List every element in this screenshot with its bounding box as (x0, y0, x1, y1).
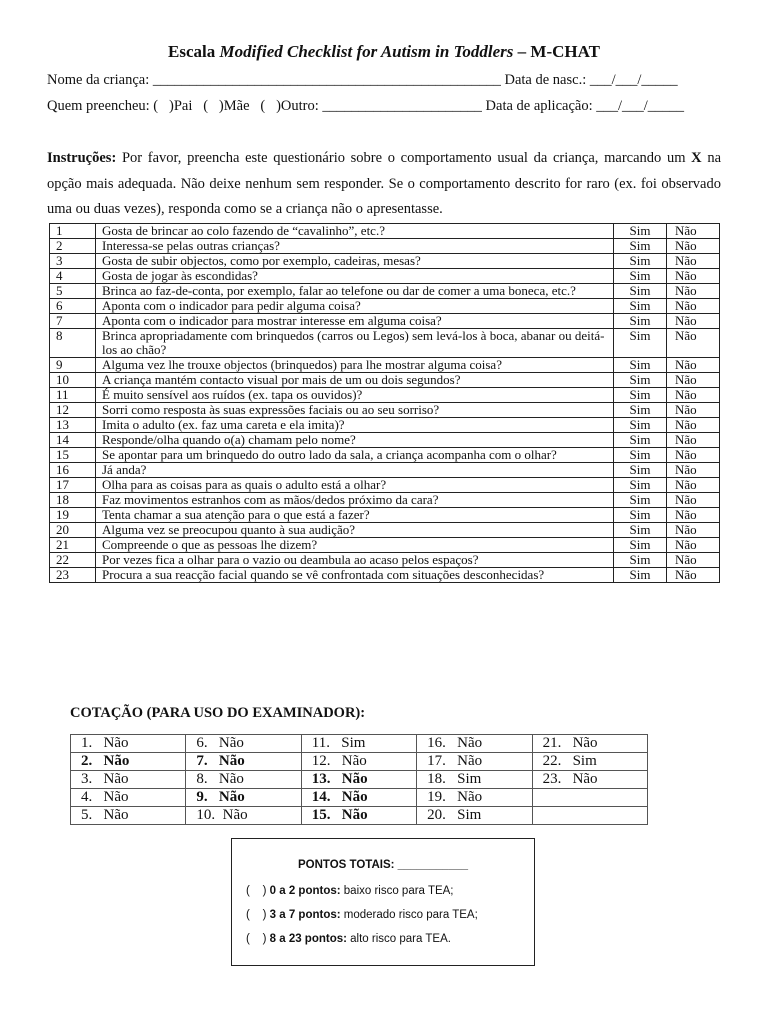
scoring-cell: 14. Não (301, 789, 416, 807)
answer-no[interactable]: Não (667, 373, 720, 388)
filler-info-line (47, 98, 727, 115)
question-row (50, 538, 720, 553)
question-number: 21 (50, 538, 96, 553)
answer-yes[interactable]: Sim (614, 493, 667, 508)
answer-no[interactable]: Não (667, 553, 720, 568)
title-italic: Modified Checklist for Autism in Toddlers (219, 42, 514, 61)
question-text: Responde/olha quando o(a) chamam pelo nome? (96, 433, 614, 448)
risk-option-moderate[interactable] (246, 909, 478, 921)
question-text: Brinca ao faz-de-conta, por exemplo, falar ao telefone ou dar de comer a uma boneca, etc.? (96, 284, 614, 299)
question-number: 11 (50, 388, 96, 403)
instructions-text: Por favor, preencha este questionário sobre o comportamento usual da criança, marcando um (116, 150, 692, 166)
answer-no[interactable]: Não (667, 523, 720, 538)
answer-no[interactable]: Não (667, 463, 720, 478)
answer-no[interactable]: Não (667, 314, 720, 329)
answer-no[interactable]: Não (667, 284, 720, 299)
scoring-cell: 2. Não (71, 753, 186, 771)
total-points-label: PONTOS TOTAIS: ___________ (297, 859, 469, 871)
scoring-row (71, 789, 648, 807)
question-number: 8 (50, 329, 96, 358)
scoring-cell (532, 789, 647, 807)
scoring-cell: 4. Não (71, 789, 186, 807)
question-text: Interessa-se pelas outras crianças? (96, 239, 614, 254)
scoring-cell: 11. Sim (301, 735, 416, 753)
question-text: Já anda? (96, 463, 614, 478)
scoring-cell: 5. Não (71, 807, 186, 825)
question-number: 22 (50, 553, 96, 568)
answer-yes[interactable]: Sim (614, 463, 667, 478)
scoring-cell: 7. Não (186, 753, 301, 771)
page-title (0, 42, 768, 62)
answer-yes[interactable]: Sim (614, 553, 667, 568)
scoring-cell: 9. Não (186, 789, 301, 807)
risk-option-high[interactable] (246, 933, 451, 945)
question-row (50, 478, 720, 493)
total-points-box (231, 838, 535, 966)
scoring-cell: 6. Não (186, 735, 301, 753)
question-row (50, 433, 720, 448)
answer-yes[interactable]: Sim (614, 433, 667, 448)
question-number: 18 (50, 493, 96, 508)
question-row (50, 523, 720, 538)
question-text: É muito sensível aos ruídos (ex. tapa os ouvidos)? (96, 388, 614, 403)
answer-yes[interactable]: Sim (614, 448, 667, 463)
question-row (50, 314, 720, 329)
risk-option-low[interactable] (246, 885, 454, 897)
question-text: Por vezes fica a olhar para o vazio ou deambula ao acaso pelos espaços? (96, 553, 614, 568)
answer-no[interactable]: Não (667, 493, 720, 508)
answer-yes[interactable]: Sim (614, 373, 667, 388)
answer-yes[interactable]: Sim (614, 538, 667, 553)
answer-no[interactable]: Não (667, 508, 720, 523)
answer-yes[interactable]: Sim (614, 284, 667, 299)
answer-yes[interactable]: Sim (614, 523, 667, 538)
question-number: 13 (50, 418, 96, 433)
question-text: Olha para as coisas para as quais o adulto está a olhar? (96, 478, 614, 493)
scoring-title: COTAÇÃO (PARA USO DO EXAMINADOR): (70, 705, 366, 721)
question-row (50, 254, 720, 269)
scoring-cell: 15. Não (301, 807, 416, 825)
answer-no[interactable]: Não (667, 433, 720, 448)
answer-no[interactable]: Não (667, 388, 720, 403)
answer-yes[interactable]: Sim (614, 358, 667, 373)
question-row (50, 553, 720, 568)
filled-by-field[interactable]: Quem preencheu: ( )Pai ( )Mãe ( )Outro: ______________________ Data de aplicação: ___/___/_____ (47, 98, 685, 114)
question-row (50, 448, 720, 463)
question-row (50, 388, 720, 403)
answer-yes[interactable]: Sim (614, 314, 667, 329)
answer-no[interactable]: Não (667, 403, 720, 418)
answer-no[interactable]: Não (667, 239, 720, 254)
question-row (50, 239, 720, 254)
risk-desc: alto risco para TEA. (346, 933, 451, 945)
answer-no[interactable]: Não (667, 299, 720, 314)
child-name-field[interactable]: Nome da criança: ________________________________________________ Data de nasc.: ___/___/_____ (47, 72, 678, 88)
question-text: Tenta chamar a sua atenção para o que está a fazer? (96, 508, 614, 523)
answer-yes[interactable]: Sim (614, 239, 667, 254)
answer-yes[interactable]: Sim (614, 418, 667, 433)
question-row (50, 508, 720, 523)
risk-desc: baixo risco para TEA; (340, 885, 454, 897)
checkbox-paren: ( ) (246, 933, 270, 945)
answer-no[interactable]: Não (667, 568, 720, 583)
scoring-cell: 8. Não (186, 771, 301, 789)
question-row (50, 299, 720, 314)
answer-yes[interactable]: Sim (614, 224, 667, 239)
instructions (47, 146, 721, 223)
answer-no[interactable]: Não (667, 448, 720, 463)
question-row (50, 493, 720, 508)
answer-yes[interactable]: Sim (614, 568, 667, 583)
scoring-cell (532, 807, 647, 825)
question-text: Gosta de jogar às escondidas? (96, 269, 614, 284)
question-number: 1 (50, 224, 96, 239)
question-number: 17 (50, 478, 96, 493)
question-number: 5 (50, 284, 96, 299)
answer-yes[interactable]: Sim (614, 403, 667, 418)
question-text: Brinca apropriadamente com brinquedos (carros ou Legos) sem levá-los à boca, abanar ou deitá-los ao chão? (96, 329, 614, 358)
scoring-cell: 13. Não (301, 771, 416, 789)
answer-no[interactable]: Não (667, 358, 720, 373)
answer-no[interactable]: Não (667, 224, 720, 239)
scoring-row (71, 753, 648, 771)
child-info-line (47, 72, 727, 89)
instructions-text-end: na opção mais adequada. Não deixe nenhum sem responder. Se o comportamento descrito for raro (ex. foi observado uma ou duas vezes), responda como se a criança não o apresentasse. (47, 150, 721, 217)
answer-no[interactable]: Não (667, 478, 720, 493)
checkbox-paren: ( ) (246, 885, 270, 897)
range-label: 8 a 23 pontos: (269, 933, 347, 945)
answer-yes[interactable]: Sim (614, 508, 667, 523)
question-text: Faz movimentos estranhos com as mãos/dedos próximo da cara? (96, 493, 614, 508)
scoring-row (71, 735, 648, 753)
question-number: 12 (50, 403, 96, 418)
question-row (50, 403, 720, 418)
instructions-mark: X (691, 150, 702, 166)
scoring-cell: 16. Não (417, 735, 532, 753)
question-number: 14 (50, 433, 96, 448)
title-suffix: – M-CHAT (513, 42, 600, 61)
title-prefix: Escala (168, 42, 220, 61)
scoring-cell: 1. Não (71, 735, 186, 753)
instructions-label: Instruções: (47, 150, 117, 166)
question-row (50, 463, 720, 478)
answer-yes[interactable]: Sim (614, 269, 667, 284)
question-number: 6 (50, 299, 96, 314)
scoring-cell: 12. Não (301, 753, 416, 771)
answer-no[interactable]: Não (667, 269, 720, 284)
question-number: 16 (50, 463, 96, 478)
answer-no[interactable]: Não (667, 418, 720, 433)
answer-yes[interactable]: Sim (614, 299, 667, 314)
question-number: 3 (50, 254, 96, 269)
answer-no[interactable]: Não (667, 329, 720, 358)
scoring-row (71, 771, 648, 789)
question-text: Compreende o que as pessoas lhe dizem? (96, 538, 614, 553)
question-row (50, 373, 720, 388)
question-text: Imita o adulto (ex. faz uma careta e ela imita)? (96, 418, 614, 433)
answer-yes[interactable]: Sim (614, 254, 667, 269)
question-number: 10 (50, 373, 96, 388)
question-text: Procura a sua reacção facial quando se vê confrontada com situações desconhecidas? (96, 568, 614, 583)
risk-desc: moderado risco para TEA; (340, 909, 478, 921)
question-number: 4 (50, 269, 96, 284)
question-row (50, 418, 720, 433)
question-text: Aponta com o indicador para pedir alguma coisa? (96, 299, 614, 314)
question-text: Aponta com o indicador para mostrar interesse em alguma coisa? (96, 314, 614, 329)
answer-yes[interactable]: Sim (614, 478, 667, 493)
scoring-cell: 10. Não (186, 807, 301, 825)
question-text: A criança mantém contacto visual por mais de um ou dois segundos? (96, 373, 614, 388)
question-row (50, 284, 720, 299)
answer-no[interactable]: Não (667, 254, 720, 269)
question-number: 2 (50, 239, 96, 254)
scoring-cell: 22. Sim (532, 753, 647, 771)
question-text: Gosta de brincar ao colo fazendo de “cavalinho”, etc.? (96, 224, 614, 239)
question-text: Alguma vez se preocupou quanto à sua audição? (96, 523, 614, 538)
scoring-cell: 18. Sim (417, 771, 532, 789)
question-number: 20 (50, 523, 96, 538)
questionnaire-table (49, 223, 720, 583)
question-number: 15 (50, 448, 96, 463)
scoring-cell: 17. Não (417, 753, 532, 771)
answer-yes[interactable]: Sim (614, 388, 667, 403)
scoring-table (70, 734, 648, 825)
question-text: Alguma vez lhe trouxe objectos (brinquedos) para lhe mostrar alguma coisa? (96, 358, 614, 373)
question-row (50, 224, 720, 239)
scoring-cell: 23. Não (532, 771, 647, 789)
answer-yes[interactable]: Sim (614, 329, 667, 358)
question-text: Sorri como resposta às suas expressões faciais ou ao seu sorriso? (96, 403, 614, 418)
scoring-cell: 20. Sim (417, 807, 532, 825)
question-number: 23 (50, 568, 96, 583)
question-row (50, 269, 720, 284)
answer-no[interactable]: Não (667, 538, 720, 553)
range-label: 0 a 2 pontos: (269, 885, 341, 897)
range-label: 3 a 7 pontos: (269, 909, 341, 921)
question-row (50, 358, 720, 373)
question-row (50, 568, 720, 583)
checkbox-paren: ( ) (246, 909, 270, 921)
scoring-cell: 3. Não (71, 771, 186, 789)
question-text: Se apontar para um brinquedo do outro lado da sala, a criança acompanha com o olhar? (96, 448, 614, 463)
question-number: 19 (50, 508, 96, 523)
scoring-cell: 19. Não (417, 789, 532, 807)
question-number: 7 (50, 314, 96, 329)
question-number: 9 (50, 358, 96, 373)
scoring-cell: 21. Não (532, 735, 647, 753)
question-text: Gosta de subir objectos, como por exemplo, cadeiras, mesas? (96, 254, 614, 269)
scoring-row (71, 807, 648, 825)
question-row (50, 329, 720, 358)
